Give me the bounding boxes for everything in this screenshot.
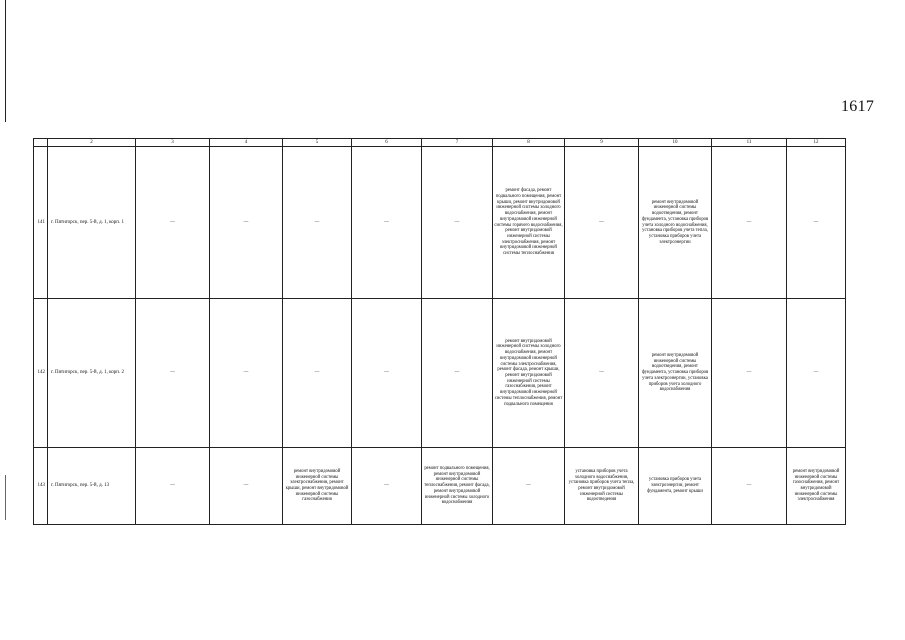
- column-header: 7: [422, 139, 493, 147]
- table-cell: —: [210, 147, 283, 299]
- table-cell: —: [565, 147, 639, 299]
- table-cell: —: [136, 448, 210, 525]
- column-header: 4: [210, 139, 283, 147]
- table-row: [34, 147, 846, 299]
- repair-schedule-table: [33, 138, 846, 525]
- row-address: г. Пятигорск, пер. 5-й, д. 13: [48, 448, 136, 525]
- table-cell: —: [136, 147, 210, 299]
- row-address: г. Пятигорск, пер. 5-й, д. 1, корп. 1: [48, 147, 136, 299]
- table-cell: ремонт внутридомовой инженерной системы водоотведения, ремонт фундамента, установка приборов учета электроэнергии, установка приборов учета холодного водоснабжения: [639, 299, 712, 448]
- column-header: 6: [352, 139, 422, 147]
- column-header: 11: [712, 139, 787, 147]
- column-header: 3: [136, 139, 210, 147]
- table-cell: —: [352, 147, 422, 299]
- table-cell: —: [210, 448, 283, 525]
- table-cell: ремонт внутридомовой инженерной системы электроснабжения, ремонт крыши, ремонт внутридомовой инженерной системы газоснабжения: [283, 448, 352, 525]
- row-number: 143: [34, 448, 48, 525]
- table-cell: —: [210, 299, 283, 448]
- table-cell: ремонт подвального помещения, ремонт внутридомовой инженерной системы теплоснабжения, ремонт фасада, ремонт внутридомовой инженерной системы холодного водоснабжения: [422, 448, 493, 525]
- table-cell: ремонт внутридомовой инженерной системы газоснабжения, ремонт внутридомовой инженерной системы электроснабжения: [787, 448, 846, 525]
- page-number: 1617: [841, 98, 875, 115]
- table-cell: —: [712, 299, 787, 448]
- table-cell: —: [787, 147, 846, 299]
- binding-line: [5, 475, 6, 520]
- table-cell: —: [283, 147, 352, 299]
- table-cell: ремонт внутридомовой инженерной системы холодного водоснабжения, ремонт внутридомовой инженерной системы электроснабжения, ремонт фасада, ремонт крыши, ремонт внутридомовой инженерной системы газоснабжения, ремонт внутридомовой инженерной системы теплоснабжения, ремонт подвального помещения: [493, 299, 565, 448]
- table-cell: —: [712, 147, 787, 299]
- table-cell: —: [712, 448, 787, 525]
- table-cell: установка приборов учета холодного водоснабжения, установка приборов учета тепла, ремонт внутридомовой инженерной системы водоотведения: [565, 448, 639, 525]
- column-header: [34, 139, 48, 147]
- table-row: [34, 448, 846, 525]
- binding-line: [5, 0, 6, 122]
- row-address: г. Пятигорск, пер. 5-й, д. 1, корп. 2: [48, 299, 136, 448]
- row-number: 141: [34, 147, 48, 299]
- table-cell: ремонт фасада, ремонт подвального помещения, ремонт крыши, ремонт внутридомовой инженерной системы холодного водоснабжения, ремонт внутридомовой инженерной системы горячего водоснабжения, ремонт внутридомовой инженерной системы электроснабжения, ремонт внутридомовой инженерной системы теплоснабжения: [493, 147, 565, 299]
- table-cell: —: [422, 147, 493, 299]
- table-cell: ремонт внутридомовой инженерной системы водоотведения, ремонт фундамента, установка приборов учета холодного водоснабжения, установка приборов учета тепла, установка приборов учета электроэнергии: [639, 147, 712, 299]
- column-header: 10: [639, 139, 712, 147]
- column-header: 2: [48, 139, 136, 147]
- header-row: [34, 139, 846, 147]
- table-cell: —: [493, 448, 565, 525]
- row-number: 142: [34, 299, 48, 448]
- column-header: 5: [283, 139, 352, 147]
- table-cell: установка приборов учета электроэнергии, ремонт фундамента, ремонт крыши: [639, 448, 712, 525]
- column-header: 12: [787, 139, 846, 147]
- column-header: 9: [565, 139, 639, 147]
- table-cell: —: [283, 299, 352, 448]
- column-header: 8: [493, 139, 565, 147]
- table-row: [34, 299, 846, 448]
- table-cell: —: [565, 299, 639, 448]
- table-cell: —: [787, 299, 846, 448]
- table-cell: —: [422, 299, 493, 448]
- table-cell: —: [352, 448, 422, 525]
- table-cell: —: [352, 299, 422, 448]
- table-cell: —: [136, 299, 210, 448]
